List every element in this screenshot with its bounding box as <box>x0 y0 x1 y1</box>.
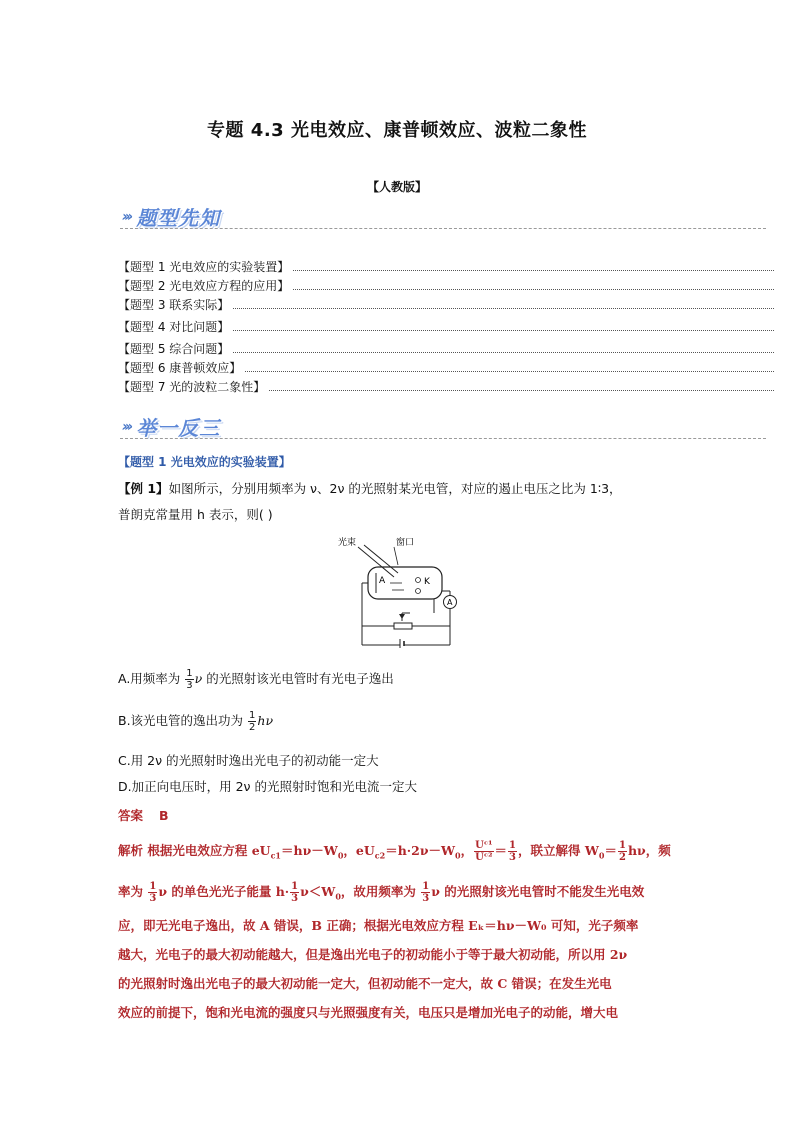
fraction: $\frac{1}{3}$ <box>186 668 193 691</box>
option-c[interactable]: C.用 2ν 的光照射时逸出光电子的初动能一定大 <box>118 753 379 768</box>
fraction: $\frac{1}{3}$ <box>509 840 516 863</box>
edition-label: 【人教版】 <box>366 180 427 194</box>
analysis-line: 解析 根据光电效应方程 $eU_{c1}=h\nu-W_0$，$eU_{c2}=h\cdot 2\nu-W_0$， $\frac{\text{Uᶜ¹}}{\text{Uᶜ²}}$ ＝ $\frac{1}{3}$ ，联立解得 $W_0=$ $\frac{1}{2}$ hν，频 <box>118 840 671 863</box>
banner-arrows-icon: ››› <box>122 208 131 225</box>
toc-item[interactable]: 【题型 3 联系实际】 <box>118 296 774 315</box>
toc-item[interactable]: 【题型 7 光的波粒二象性】 <box>118 378 774 397</box>
answer-value: B <box>159 808 169 823</box>
phototube-circuit-diagram <box>332 533 462 648</box>
banner-examples <box>122 412 220 441</box>
example-question <box>118 476 678 528</box>
fraction: $\frac{1}{2}$ <box>618 840 626 863</box>
analysis-line: 应，即无光电子逸出，故 A 错误，B 正确；根据光电效应方程 Eₖ＝hν－W₀ 可知，光子频率 <box>118 918 639 933</box>
light-beam <box>364 545 398 573</box>
option-b[interactable]: B.该光电管的逸出功为 $\frac{1}{2}$ hν <box>118 710 274 733</box>
analysis-line: 效应的前提下，饱和光电流的强度只与光照强度有关，电压只是增加光电子的动能，增大电 <box>118 1005 619 1020</box>
answer-label: 答案 <box>118 808 144 823</box>
svg-text:A: A <box>447 598 453 607</box>
label-beam: 光束 <box>338 538 357 548</box>
toc-item[interactable]: 【题型 5 综合问题】 <box>118 340 774 359</box>
fraction: $\frac{1}{3}$ <box>291 880 299 904</box>
svg-text:K: K <box>424 577 430 587</box>
analysis-line: 率为 $\frac{1}{3}$ ν 的单色光光子能量 h· $\frac{1}{3}$ $\nu<W_0$，故用频率为 $\frac{1}{3}$ ν 的光照射该光电管时不能发生光电效 <box>118 880 645 904</box>
analysis-line: 的光照射时逸出光电子的最大初动能一定大，但初动能不一定大，故 C 错误；在发生光电 <box>118 976 612 991</box>
toc-item[interactable]: 【题型 6 康普顿效应】 <box>118 359 774 378</box>
banner-text: 题型先知 <box>136 206 221 230</box>
fraction: $\frac{1}{2}$ <box>249 710 256 733</box>
toc-item[interactable]: 【题型 4 对比问题】 <box>118 318 774 337</box>
answer-line <box>118 806 185 824</box>
option-d[interactable]: D.加正向电压时，用 2ν 的光照射时饱和光电流一定大 <box>118 779 417 794</box>
light-beam <box>358 547 394 577</box>
question-line-2: 普朗克常量用 h 表示，则( ) <box>118 507 273 522</box>
banner-arrows-icon: ››› <box>122 418 131 435</box>
toc-item[interactable]: 【题型 2 光电效应方程的应用】 <box>118 277 774 296</box>
question-line-1: 如图所示，分别用频率为 ν、2ν 的光照射某光电管，对应的遏止电压之比为 1∶3， <box>168 481 622 496</box>
banner-divider <box>120 228 766 229</box>
fraction: $\frac{1}{3}$ <box>149 880 157 904</box>
svg-text:A: A <box>379 576 386 586</box>
analysis-line: 越大，光电子的最大初动能越大，但是逸出光电子的初动能小于等于最大初动能，所以用 2ν <box>118 947 628 962</box>
option-a[interactable]: A.用频率为 $\frac{1}{3}$ ν 的光照射该光电管时有光电子逸出 <box>118 668 394 691</box>
fraction: $\frac{\text{Uᶜ¹}}{\text{Uᶜ²}}$ <box>475 840 493 863</box>
table-of-contents <box>118 258 774 397</box>
section-heading: 【题型 1 光电效应的实验装置】 <box>118 455 291 469</box>
analysis-block <box>118 836 678 1027</box>
page-title: 专题 4.3 光电效应、康普顿效应、波粒二象性 <box>207 120 587 141</box>
toc-item[interactable]: 【题型 1 光电效应的实验装置】 <box>118 258 774 277</box>
fraction: $\frac{1}{3}$ <box>422 880 430 904</box>
example-tag: 【例 1】 <box>118 481 169 496</box>
rheostat <box>394 623 412 629</box>
label-window: 窗口 <box>396 538 415 548</box>
banner-text: 举一反三 <box>136 416 221 440</box>
banner-question-types <box>122 202 220 231</box>
banner-divider <box>120 438 766 439</box>
